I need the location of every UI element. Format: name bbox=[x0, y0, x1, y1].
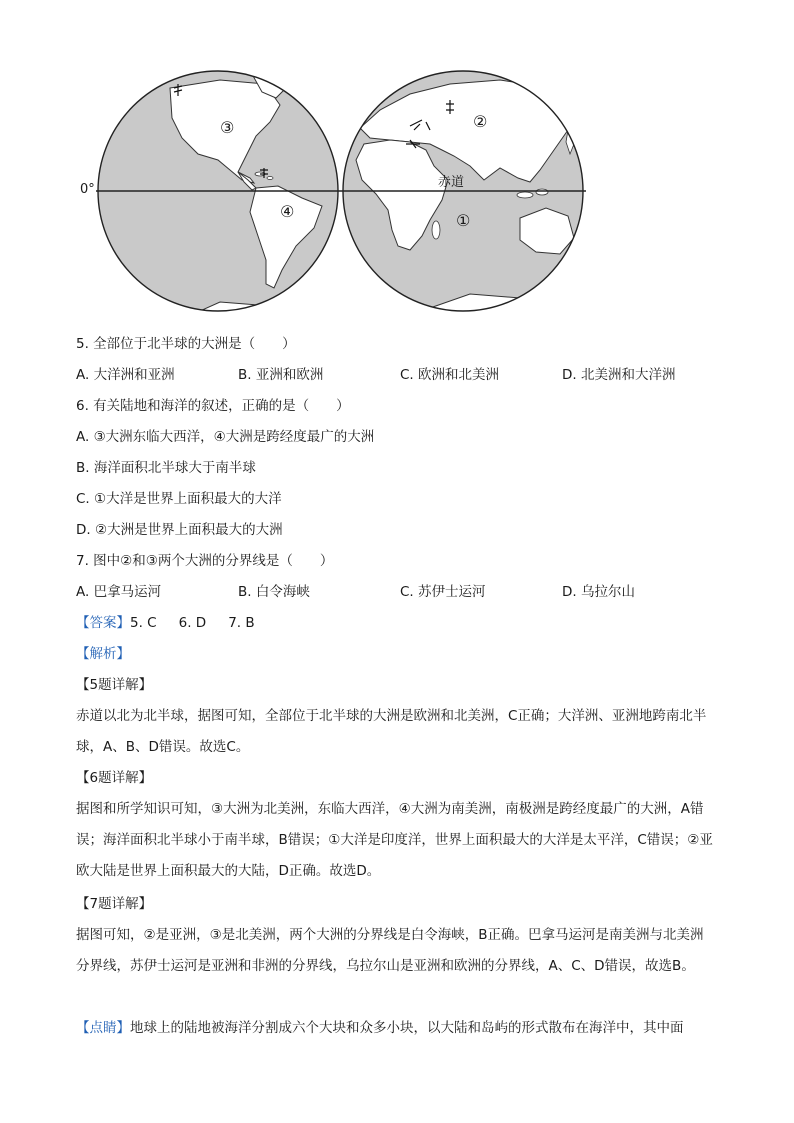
point-paragraph bbox=[76, 1013, 716, 1044]
q5-option-d: D. 北美洲和大洋洲 bbox=[562, 367, 676, 383]
continent-label-3: ③ bbox=[220, 118, 235, 137]
eastern-hemisphere bbox=[335, 70, 595, 330]
answer-label: 【答案】 bbox=[76, 615, 130, 631]
map-graphic bbox=[70, 70, 600, 330]
hemisphere-map bbox=[70, 70, 600, 330]
answer-5: 5. C bbox=[130, 615, 157, 631]
d6-title: 【6题详解】 bbox=[76, 770, 153, 786]
q7-option-c: C. 苏伊士运河 bbox=[400, 584, 486, 600]
equator-label: 赤道 bbox=[438, 175, 465, 190]
q7-stem: 7. 图中②和③两个大洲的分界线是（ ） bbox=[76, 553, 334, 569]
d7-title: 【7题详解】 bbox=[76, 896, 153, 912]
answer-line bbox=[76, 613, 255, 633]
q5-stem: 5. 全部位于北半球的大洲是（ ） bbox=[76, 336, 296, 352]
answer-7: 7. B bbox=[228, 615, 255, 631]
point-text: 地球上的陆地被海洋分割成六个大块和众多小块，以大陆和岛屿的形式散布在海洋中，其中面 bbox=[130, 1020, 684, 1036]
q6-option-b: B. 海洋面积北半球大于南半球 bbox=[76, 460, 256, 476]
ocean-label-1: ① bbox=[456, 211, 471, 230]
q6-option-d: D. ②大洲是世界上面积最大的大洲 bbox=[76, 522, 283, 538]
continent-label-2: ② bbox=[473, 112, 488, 131]
point-label: 【点睛】 bbox=[76, 1020, 130, 1036]
q6-option-c: C. ①大洋是世界上面积最大的大洋 bbox=[76, 491, 282, 507]
q7-option-d: D. 乌拉尔山 bbox=[562, 584, 635, 600]
zero-degree-label: 0° bbox=[80, 182, 95, 197]
q5-option-b: B. 亚洲和欧洲 bbox=[238, 367, 324, 383]
q7-option-b: B. 白令海峡 bbox=[238, 584, 310, 600]
analysis-label: 【解析】 bbox=[76, 646, 130, 662]
q6-stem: 6. 有关陆地和海洋的叙述，正确的是（ ） bbox=[76, 398, 350, 414]
d5-text: 赤道以北为北半球，据图可知，全部位于北半球的大洲是欧洲和北美洲，C正确；大洋洲、亚洲地跨南北半球，A、B、D错误。故选C。 bbox=[76, 708, 707, 755]
d6-text: 据图和所学知识可知，③大洲为北美洲，东临大西洋，④大洲为南美洲，南极洲是跨经度最广的大洲，A错误；海洋面积北半球小于南半球，B错误；①大洋是印度洋，世界上面积最大的大洋是太平洋，C错误；②亚欧大陆是世界上面积最大的大陆，D正确。故选D。 bbox=[76, 801, 713, 879]
d7-text: 据图可知，②是亚洲，③是北美洲，两个大洲的分界线是白令海峡，B正确。巴拿马运河是南美洲与北美洲分界线，苏伊士运河是亚洲和非洲的分界线，乌拉尔山是亚洲和欧洲的分界线，A、C、D错误，故选B。 bbox=[76, 927, 704, 974]
western-hemisphere bbox=[90, 70, 350, 330]
q5-option-a: A. 大洋洲和亚洲 bbox=[76, 367, 175, 383]
q6-option-a: A. ③大洲东临大西洋，④大洲是跨经度最广的大洲 bbox=[76, 429, 375, 445]
d5-title: 【5题详解】 bbox=[76, 677, 153, 693]
q5-option-c: C. 欧洲和北美洲 bbox=[400, 367, 500, 383]
answer-6: 6. D bbox=[178, 615, 207, 631]
q7-option-a: A. 巴拿马运河 bbox=[76, 584, 162, 600]
continent-label-4: ④ bbox=[280, 202, 295, 221]
